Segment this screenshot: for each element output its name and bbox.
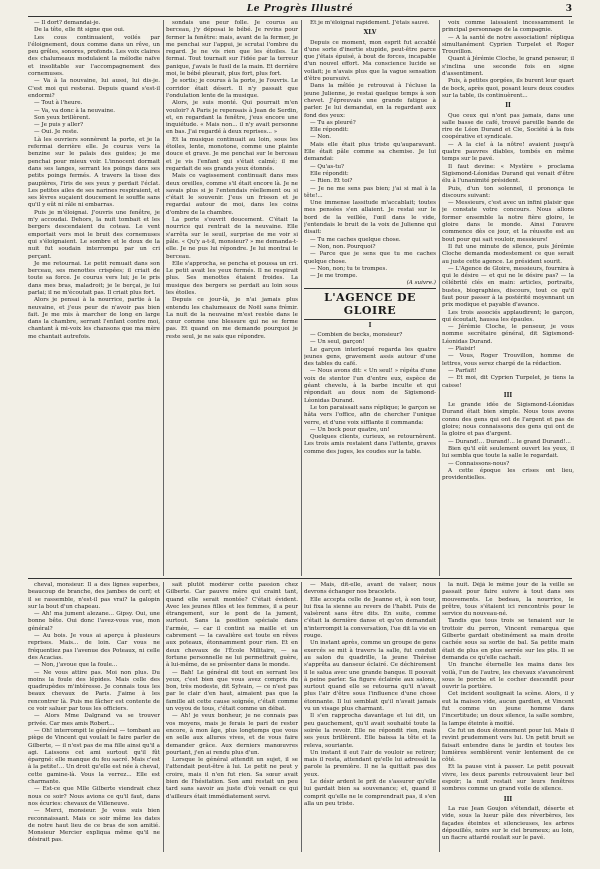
paragraph: Son yeux brillèrent. <box>34 114 91 121</box>
paragraph: Et la pause vint à passer. Le petit pouvait vivre, les deux parents retrouvaient leur bel espoir; la nuit restait sur leurs fenêtres sombres comme un grand voile de silence. <box>442 764 574 793</box>
paragraph: Depuis ce moment, mon esprit fut accablé d'une sorte d'inertie stupide, peut-être parce que j'étais épuisé, à bout de forces, incapable d'un nouvel effort. Ma conscience lucide se voilait; je n'avais plus que la vague sensation d'être poursuivi. <box>304 39 436 83</box>
page-number: 3 <box>565 4 572 14</box>
paragraph: Depuis ce jour-là, je n'ai jamais plus entendu les chalumeaux de Noël sans frémir. La nuit de la neuvaine m'est restée dans le cœur comme une blessure qui ne se ferme pas. Et quand on me demande pourquoi je reste seul, je ne sais que répondre. <box>166 297 298 340</box>
newspaper-title: Le Progrès Illustré <box>246 4 354 14</box>
paragraph: Je me retournai. Le petit remuait dans son berceau, ses menottes crispées; il criait de toute sa force. Je courus vers lui; je le pris dans mes bras, maladroit; je le berçai, je lui parlai; il ne m'écoutait pas. Il criait plus fort. <box>28 260 160 296</box>
paragraph: La porte s'ouvrit doucement. C'était la nourrice qui rentrait de la neuvaine. Elle s'arrêta sur le seuil, surprise de me voir si pâle. « Qu'y a-t-il, monsieur? » me demanda-t-elle. Je ne pus lui répondre. Je lui montrai le berceau. <box>166 217 298 260</box>
story-title: L'AGENCE DE GLOIRE <box>304 288 436 320</box>
paragraph: Puis je m'éloignai. J'ouvris une fenêtre, je m'y accoudai. Dehors, la nuit tombait et les bergers descendaient du coteau. Le vent emportait vers moi le bruit des cornemuses qui s'éloignaient. Le sombre et le doux de la nuit fut soudain interrompu par un cri perçant. <box>28 209 160 260</box>
paragraph: — Nous avons dit: « Un seul! » répéta d'une voix de stentor l'un d'entre eux, espèce de géant chevelu, à la barbe inculte et qui répondait au doux nom de Sigismond-Léonidas Durand. <box>304 368 436 404</box>
paragraph: Le désir ardent le prit de s'assurer qu'elle lui gardait bien sa souvenance; et, quand il comprit qu'elle ne le comprendrait pas, il s'en alla un peu triste. <box>304 779 436 807</box>
top-column-1 <box>28 20 160 576</box>
paragraph: — Vous, Roger Trouvillon, homme de lettres, vous serez chargé de la rédaction. <box>442 353 574 367</box>
column-rule <box>439 582 440 852</box>
top-column-4 <box>442 20 574 576</box>
bottom-column-3 <box>304 582 436 852</box>
paragraph: Puis, d'un ton solennel, il prononça le discours suivant: <box>442 185 574 199</box>
paragraph: — Va, va donc à la neuvaine. <box>34 107 116 114</box>
paragraph: — Ah! je veux bonheur, je ne connais pas vos moyens, mais je ferais le pari de rester encore, à mon âge, plus longtemps que vous en selle aux allures vives, et de vous faire demander grâce. Aux derniers manœuvres pourtant, j'en ai rendu plus d'un. <box>166 713 298 756</box>
paragraph: Puis, à petites gorgées, ils burent leur quart de bock, après quoi, posant leurs deux coudes sur la table, ils continuèrent... <box>442 78 574 99</box>
bottom-column-4 <box>442 582 574 852</box>
chapter-number: I <box>368 321 372 329</box>
top-column-3 <box>304 20 436 576</box>
paragraph: — Et moi, dit Cyprien Turpelet, je tiens la caisse! <box>442 375 574 389</box>
paragraph: Que ceux qui n'ont pas jamais, dans une salle basse de café, trouvé pareille bande de rire de Léon Durand et Cie, Société à la fois coopérative et syndicale. <box>442 112 574 141</box>
paragraph: Un instant il eut l'air de vouloir se retirer; mais il resta, attendant qu'elle lui adressât la parole la première. Il ne la quittait pas des yeux. <box>304 749 436 778</box>
paragraph: — Parce que je sens que tu me caches quelque chose. <box>304 251 436 265</box>
paragraph: Lorsque le général attendit un sujet, il se l'attendait peut-être à lui. Le petit ne peut y croire, mais il n'en fut rien. Sa sœur avait bien de l'hésitation. Son ami restait un peu tard sans savoir au juste d'où venait ce qui d'ailleurs était immédiatement servi. <box>166 757 298 800</box>
paragraph: Les cous continuaient, voilés par l'éloignement, doux comme dans un rêve, un peu grêles, sonores, profonds. Les voix claires des chalumeaux modulaient la mélodie naïve et insolitable sur l'accompagnement des cornemuses. <box>28 34 160 78</box>
paragraph: Il faut devine: « Mystère » proclama Sigismond-Léonidas Durand qui venait d'être élu à l'unanimité président. <box>442 163 574 185</box>
paragraph: — A la santé de notre association! répliqua simultanément Cyprien Turpelet et Roger Trouvillon. <box>442 34 574 56</box>
paragraph: la nuit. Déjà le même jour de la veille se passait pour faire suivre à tout dans ses mouvements. Le bedeau, la nourrice, le prêtre, tous s'étaient ici rencontrés pour le service du nouveau-né. <box>442 582 574 618</box>
paragraph: Le ton paraissait sans réplique; le garçon se hâta vers l'office, afin de chercher l'unique verre, et d'une voix sifflante il commanda: <box>304 404 436 426</box>
paragraph: Là les ouvriers sonnèrent la porte, et je la refermai derrière elle. Je courus vers la benzine sur le palais des guides; je me penchai pour mieux voir. L'innocent dormait dans ses langes, serrant les poings dans ses petits poings fermés. A travers la tisse des paupières, l'iris de ses yeux y perdait l'éclat. Les petites ailes de ses narines respiraient, et ses lèvres suçaient doucement le souffle sans qu'il y eût ni râle ni embarras. <box>28 136 160 209</box>
paragraph: Alors je pensai à la nourrice, partie à la neuvaine, et j'eus peur de n'avoir pas bien fait. Je me mis à marcher de long en large dans la chambre, serrant l'enfant contre moi, chantant à mi-voix les chansons que ma mère me chantait autrefois. <box>28 297 160 340</box>
running-head <box>28 4 572 16</box>
paragraph: — Non, non. Pourquoi? <box>310 243 376 250</box>
paragraph: — Bah! Le général dit tout en serrant les yeux, c'est bien que vous avez compris du bon, très modeste, dit Sylvain, — ce n'est pas par le clair d'en haut, aimaient pas que la famille ait cette cause soignée, c'était comme un voyou de tous, c'était comme un débat. <box>166 669 298 713</box>
column-rule <box>301 20 302 576</box>
chapter-number: XLV <box>363 29 377 37</box>
paragraph: Les trois associés applaudirent; le garçon, qui écoutait, haussa les épaules. <box>442 309 574 323</box>
paragraph: — Combien de becks, monsieur? <box>310 331 403 338</box>
paragraph: — Est-ce que Mlle Gilberte viendrait chez nous ce soir? Nous avions ce qu'il faut, dans nos écuries: chevaux de Villeneuve. <box>28 786 160 807</box>
paragraph: — Je me trompe. <box>310 273 358 280</box>
paragraph: — Oh! interrompit le général — tombant au piège de Vincent qui voulait le faire parler de Gilberte, — il n'est pas de ma fille ainsi qu'il a agi. Laissons cet ami surtout qu'il fût épargné: elle manque du feu sacré. Mais c'est à la petite!... Un droit qu'elle est née à cheval, cette gamine-là. Vous la verrez... Elle est charmante. <box>28 727 160 786</box>
to-be-continued: (A suivre.) <box>406 280 436 287</box>
paragraph: — Tout à l'heure. <box>34 100 83 107</box>
paragraph: Et la musique continuait au loin, sous les étoiles, lente, monotone, comme une plainte douce et grave. Je me penchai sur le berceau et je vis l'enfant qui s'était calmé; il me regardait de ses grands yeux étonnés. <box>166 136 298 172</box>
paragraph: — Non, non; tu te trompes. <box>310 265 388 272</box>
header-rule <box>28 16 572 17</box>
top-column-2 <box>166 20 298 576</box>
paragraph: Le garçon interloqué regarda les quatre jeunes gens, gravement assis autour d'une des tables du café. <box>304 346 436 368</box>
paragraph: De la tête, elle fit signe que oui. <box>34 27 125 34</box>
paragraph: — Plaisir! <box>448 346 476 353</box>
paragraph: — Durand!... Durand!... le grand Durand!... <box>448 438 571 445</box>
paragraph: — Connaissons-nous? <box>448 460 510 467</box>
bottom-column-1 <box>28 582 160 852</box>
paragraph: — Rien. Et toi? <box>310 178 353 185</box>
paragraph: — Jérémie Cloche, le penseur, je vous nomme secrétaire général, dit Sigismond-Léonidas Durand. <box>442 324 574 345</box>
column-rule <box>439 20 440 576</box>
paragraph: — Non, j'avoue que la foule... <box>34 662 118 669</box>
paragraph: sondais une peur folle. Je courus au berceau, j'y déposai le bébé. Je revins pour fermer la fenêtre: mais, avant de la fermer, je me penchai sur l'appui, je scrutai l'ombre du regard. Je ne vis rien que les étoiles. Le fermai. Tout tournait sur l'idée par la terreur panique, j'avais le fusil de la main. Et derrière moi, le bébé pleurait, plus fort, plus fort. <box>166 20 298 78</box>
paragraph: Elle s'approcha, se pencha et poussa un cri. Le petit avait les yeux fermés. Il ne respirait plus. Ses menottes étaient froides. La musique des bergers se perdait au loin sous les étoiles. <box>166 260 298 296</box>
paragraph: — Je ne me sens pas bien; j'ai si mal à la tête!... <box>304 185 436 199</box>
paragraph: — Ne vous attire pas. Moi non plus. Du moins la foule des lépides. Mais celle des quadrupèdes m'intéresse. Je connais tous les beaux chevaux de Paris. J'aime à les rencontrer là. Puis me fâcher est contente de ce voir saluer par tous les officiers. <box>28 669 160 713</box>
paragraph: — Va à la nouvaine, lui aussi, lui dis-je. C'est moi qui resterai. Depuis quand s'est-il endormi? <box>28 78 160 99</box>
paragraph: — Tu as pleuré? <box>310 119 356 126</box>
paragraph: Cet incident soulignait la scène. Alors, il y eut la maison vide, aucun gardien, et Vincent fut comme un jeune homme dans l'incertitude; un doux silence, la salle sombre, la lampe éteinte à moitié. <box>442 691 574 727</box>
column-rule <box>163 582 164 852</box>
paragraph: — Merci, monsieur. Je vous suis bien reconnaissant. Mais ce soir même les dates de notre haut lieu de ce bras de son amitié. Monsieur Mercier expliqua même qu'il ne désirait pas. <box>28 808 160 844</box>
paragraph: — Je puis y aller? <box>34 122 84 129</box>
paragraph: — Au bois. Je vous ai aperçu à plusieurs reprises. Mais... de loin. Car vous ne fréquentiez pas l'avenue des Poteaux, ni celle des Acacias. <box>28 633 160 661</box>
paragraph: — Parfait! <box>448 367 477 374</box>
paragraph: — A la cie! à la nôtre! avaient jusqu'à quatre pauvres diables, tombés en même temps sur le pavé. <box>442 141 574 163</box>
feuilleton-rule <box>28 578 572 579</box>
paragraph: Il s'en rapprocha davantage et lui dit, un peu gauchement, qu'il avait souhaité toute la soirée la revoir. Elle ne répondit rien, mais ses yeux brillèrent. Elle baissa la tête et la releva, souriante. <box>304 713 436 749</box>
paragraph: Bien qu'il eût seulement ouvert les yeux, il lui sembla que toute la salle le regardait. <box>442 445 574 460</box>
paragraph: — Il dort? demandai-je. <box>34 20 101 26</box>
paragraph: — Mais, dit-elle, avant de valser, nous devrons échanger nos bracelets. <box>304 582 436 596</box>
paragraph: Elle accepta celle de Jeanne et, à son tour, lui fixa la sienne au revers de l'habit. Puis de valsèrent sans être dits. En suite, comme c'était la dernière danse et qu'on demandait n'interrompit la conversation, l'ue dit la vie en rouge. <box>304 596 436 640</box>
paragraph: Tandis que tous trois se tenaient sur le trottoir du perron, Vincent remarqua que Gilberte gardait obstinément sa main droite cachée sous sa sortie de bal. Sa petite main était de plus en plus serrée sur les plis. Il se demanda ce qu'elle cachait. <box>442 618 574 661</box>
paragraph: — Messieurs, c'est avec un infini plaisir que je constate votre concours. Nous allons former ensemble la notre fière gloire, le gloire dans le monde. Ainsi l'œuvre commence dès ce jour, et la réussite est au bout pour qui sait vouloir, messieurs! <box>442 200 574 243</box>
paragraph: Mais ce vagissement continuait dans mes deux oreilles, comme s'il était encore là. Je ne savais plus si je l'entendais réellement ou si c'était le souvenir. J'eus un frisson et je regardai autour de moi, dans les coins d'ombre de la chambre. <box>166 173 298 216</box>
paragraph: Alors, je suis monté. Qui pourrait m'en vouloir? A Paris je repensais à Jean de Serdin, et, en regardant la fenêtre, j'eus encore une inquiétude. « Mais non... il n'y avait personne en bas. J'ai regardé à deux reprises... » <box>166 100 298 136</box>
paragraph: Je sortis; je courus à la porte, je l'ouvris. Le corridor était désert. Il n'y passait que l'ondulation lente de la musique. <box>166 78 298 99</box>
paragraph: Dans la mêlée je retrouvai à l'écluse la jeune Julienne, je restai quelque temps à son chevet. J'épreuvais une grande fatigue à parler. Je lui demandai, en la regardant aux fond des yeux: <box>304 83 436 119</box>
column-rule <box>163 20 164 576</box>
paragraph: La rue Jean Goujon s'étendait, déserte et vide, sous la lueur pâle des réverbères, les façades éteintes et silencieuses, les arbres dépouillés, noirs sur le ciel brumeux; au loin, un fiacre attardé roulait sur le pavé. <box>442 805 574 842</box>
bottom-column-2 <box>166 582 298 852</box>
paragraph: — Non. <box>310 134 332 141</box>
paragraph: — Oui. Je reste. <box>34 129 79 136</box>
paragraph: Quelques clients, curieux, se retournèrent. Les trois amis restaient dans l'attente, graves comme des juges, les coudes sur la table. <box>304 434 436 455</box>
paragraph: Mais elle était plus triste qu'auparavant. Elle était pâle comme sa chemise. Je lui demandai: <box>304 141 436 163</box>
paragraph: Et je m'éloignai rapidement. J'étais sauvé. <box>310 20 430 26</box>
chapter-number: III <box>503 795 513 803</box>
paragraph: Elle répondit: <box>310 170 349 177</box>
paragraph: sait plutôt modérer cette passion chez Gilberte. Car pauvre mère qui craint tant, quand elle serait montée? C'était évident. Avec les jeunes filles et les femmes, il a peur étrangement, sur le pont de la jument, surtout. Sans la position spéciale dans l'armée, — car il contint sa maille et un cabrement — la cavalière est toute en rêves aux poteaux, étonnamment pour rien. Et en deux chevaux de l'École Militaire, — sa fortune personnelle ne lui permettrait guère, à lui-même, de se présenter dans le monde. <box>166 582 298 669</box>
paragraph: Un franche éternelle les mains dans les voilà, l'un de l'autre, les chevaux s'avancèrent sous le porche et le cocher descendit pour ouvrir la portière. <box>442 662 574 691</box>
paragraph: Une immense lassitude m'accablait; toutes mes pensées s'en allaient. Je restai sur le bord de la veillée, l'œil dans le vide, j'entendais le bruit de la voix de Julienne qui disait: <box>304 200 436 236</box>
paragraph: voix comme laissaient incessamment le principal personnage de la compagnie. <box>442 20 574 34</box>
chapter-number: III <box>503 391 513 399</box>
paragraph: Elle répondit: <box>310 127 349 134</box>
paragraph: Un instant après, comme un groupe de gens exercés se mit à travers la salle, fut conduit au salon du quadrille, la jeune Thérèse s'apprêta au danseur éclairé. Ce déchirement il le salua avec une grande banque. Il pouvait à peine parler. Sa figure éclairée aux salons, surtout quand elle se retourna qu'il n'avait plus l'air d'être sous l'influence d'une chose étonnante. Il lui semblait qu'il n'avait jamais vu un visage plus charmant. <box>304 640 436 713</box>
paragraph: — Qu'as-tu? <box>310 163 345 170</box>
paragraph: A cette époque les crises ont lieu, providentielles. <box>442 467 574 482</box>
paragraph: — L'Agence de Gloire, messieurs, fournira à qui le désire — et qui ne le désire pas? — la célébrité clés en main: articles, portraits, bustes, biographies, discours, tout ce qu'il faut pour passer à la postérité moyennant un prix modique et payable d'avance. <box>442 265 574 309</box>
paragraph: — Alors Mme Dalgrand va se trouver privée. Car mes amis Robert... <box>28 713 160 727</box>
column-rule <box>301 582 302 852</box>
paragraph: — Tu me caches quelque chose. <box>310 236 401 243</box>
paragraph: — Un bock pour quatre, un! <box>310 426 390 433</box>
paragraph: cheval, monsieur. Il a des lignes superbes, beaucoup de branche, des jambes de cerf; et il se rassemble, n'est-il pas vrai? la galopin sur la bout d'un chapeau. <box>28 582 160 610</box>
paragraph: Le grande idée de Sigismond-Léonidas Durand était bien simple. Nous tous avons connu des gens qui ont de l'argent et pas de gloire; nous connaissons des gens qui ont de la gloire et pas d'argent. <box>442 402 574 438</box>
paragraph: — Un seul, garçon! <box>310 339 365 346</box>
paragraph: Quant à Jérémie Cloche, le grand penseur, il s'inclina une seconde fois en signe d'assentiment. <box>442 56 574 78</box>
chapter-number: II <box>505 102 511 110</box>
paragraph: Ce fut un doux étonnement pour lui. Mais il revint prudemment vers lui. Un petit bruit se faisait entendre dans le jardin et toutes les lumières semblèrent venir lentement de ce côté. <box>442 727 574 764</box>
paragraph: — Ah! ma jument alezane... Gipsy. Oui, une bonne bête. Oui donc l'avez-vous vue, mon général? <box>28 611 160 632</box>
paragraph: Il fut une minute de silence, puis Jérémie Cloche demanda modestement ce que serait au juste cette agence. Le président sourit. <box>442 243 574 265</box>
